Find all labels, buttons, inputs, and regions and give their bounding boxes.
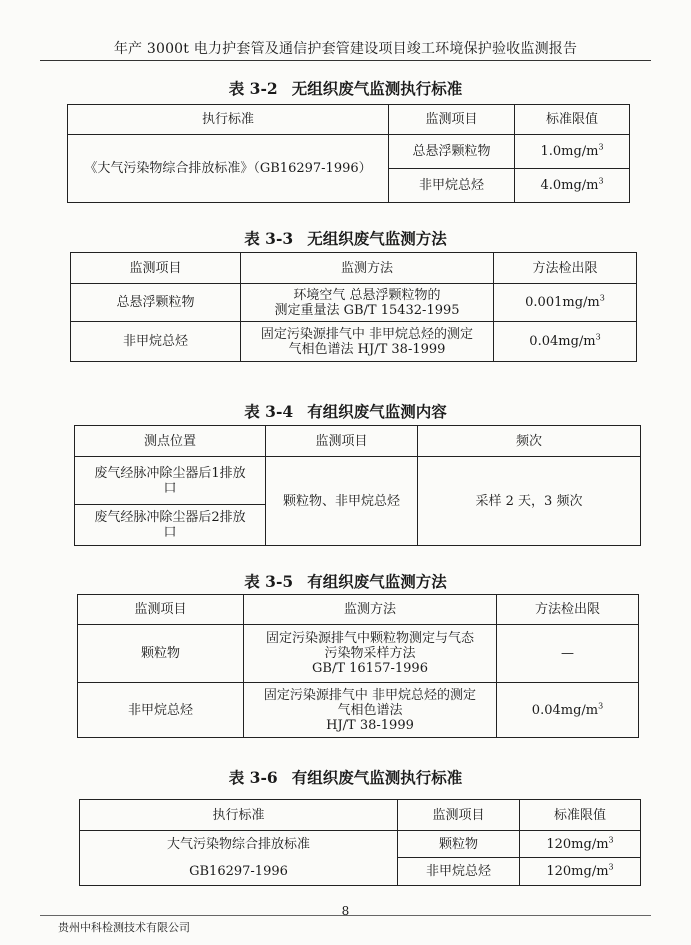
table-3-3-row2-limit: $0.04mg/m^3$ bbox=[494, 322, 637, 362]
table-3-6-row2-limit: $120mg/m^3$ bbox=[520, 858, 641, 886]
table-3-3 bbox=[70, 252, 637, 362]
table-3-4-row2-location: 废气经脉冲除尘器后2排放 口 bbox=[75, 505, 266, 546]
header-rule bbox=[40, 60, 651, 61]
table-3-4-number: 表 3-4 bbox=[244, 402, 294, 421]
footer-rule bbox=[40, 915, 651, 916]
table-3-4-header-frequency: 频次 bbox=[418, 426, 641, 457]
table-3-4-header-item: 监测项目 bbox=[266, 426, 418, 457]
table-3-5-row1-method: 固定污染源排气中颗粒物测定与气态 污染物采样方法 GB/T 16157-1996 bbox=[244, 625, 497, 683]
table-3-6-header-limit: 标准限值 bbox=[520, 800, 641, 831]
table-3-4-row1-location: 废气经脉冲除尘器后1排放 口 bbox=[75, 457, 266, 505]
table-3-2-header-limit: 标准限值 bbox=[515, 105, 630, 135]
table-3-3-number: 表 3-3 bbox=[244, 229, 294, 248]
table-3-3-row2-method: 固定污染源排气中 非甲烷总烃的测定 气相色谱法 HJ/T 38-1999 bbox=[241, 322, 494, 362]
page-header: 年产 3000t 电力护套管及通信护套管建设项目竣工环境保护验收监测报告 bbox=[113, 41, 578, 57]
table-3-2-title: 无组织废气监测执行标准 bbox=[291, 79, 463, 98]
table-3-3-row1-item: 总悬浮颗粒物 bbox=[71, 284, 241, 322]
table-3-3-row1-method: 环境空气 总悬浮颗粒物的 测定重量法 GB/T 15432-1995 bbox=[241, 284, 494, 322]
page-number: 8 bbox=[341, 904, 350, 918]
table-3-4-items: 颗粒物、非甲烷总烃 bbox=[266, 457, 418, 546]
table-3-5-row2-limit: $0.04mg/m^3$ bbox=[497, 683, 639, 738]
table-3-6-row1-limit: $120mg/m^3$ bbox=[520, 831, 641, 858]
table-3-4-caption bbox=[0, 400, 691, 422]
table-3-6-header-standard: 执行标准 bbox=[80, 800, 398, 831]
table-3-2-caption bbox=[0, 77, 691, 99]
table-3-4-frequency: 采样 2 天，3 频次 bbox=[418, 457, 641, 546]
table-3-3-row1-limit: $0.001mg/m^3$ bbox=[494, 284, 637, 322]
table-3-2 bbox=[67, 104, 630, 203]
table-3-5-title: 有组织废气监测方法 bbox=[307, 572, 447, 591]
table-3-3-header-method: 监测方法 bbox=[241, 253, 494, 284]
table-3-2-row1-limit: $1.0mg/m^3$ bbox=[515, 135, 630, 169]
table-3-6 bbox=[79, 799, 641, 886]
table-3-2-number: 表 3-2 bbox=[228, 79, 278, 98]
table-3-5-row1-item: 颗粒物 bbox=[78, 625, 244, 683]
table-3-5-header-item: 监测项目 bbox=[78, 595, 244, 625]
table-3-4-header-location: 测点位置 bbox=[75, 426, 266, 457]
table-3-2-row2-limit: $4.0mg/m^3$ bbox=[515, 169, 630, 203]
table-3-6-standard-cell: 大气污染物综合排放标准 GB16297-1996 bbox=[80, 831, 398, 886]
table-3-3-title: 无组织废气监测方法 bbox=[307, 229, 447, 248]
company-name: 贵州中科检测技术有限公司 bbox=[58, 921, 190, 934]
table-3-6-caption bbox=[0, 766, 691, 788]
table-3-2-standard-cell: 《大气污染物综合排放标准》（GB16297-1996） bbox=[68, 135, 389, 203]
table-3-5 bbox=[77, 594, 639, 738]
table-3-5-header-limit: 方法检出限 bbox=[497, 595, 639, 625]
table-3-5-row2-method: 固定污染源排气中 非甲烷总烃的测定 气相色谱法 HJ/T 38-1999 bbox=[244, 683, 497, 738]
table-3-3-caption bbox=[0, 227, 691, 249]
table-3-4-title: 有组织废气监测内容 bbox=[307, 402, 447, 421]
table-3-5-number: 表 3-5 bbox=[244, 572, 294, 591]
table-3-2-row1-item: 总悬浮颗粒物 bbox=[389, 135, 515, 169]
table-3-5-caption bbox=[0, 570, 691, 592]
table-3-5-row2-item: 非甲烷总烃 bbox=[78, 683, 244, 738]
table-3-5-row1-limit: — bbox=[497, 625, 639, 683]
table-3-2-row2-item: 非甲烷总烃 bbox=[389, 169, 515, 203]
table-3-6-title: 有组织废气监测执行标准 bbox=[291, 768, 463, 787]
table-3-2-header-standard: 执行标准 bbox=[68, 105, 389, 135]
table-3-5-header-method: 监测方法 bbox=[244, 595, 497, 625]
table-3-6-header-item: 监测项目 bbox=[398, 800, 520, 831]
table-3-4 bbox=[74, 425, 641, 546]
table-3-3-header-limit: 方法检出限 bbox=[494, 253, 637, 284]
table-3-3-header-item: 监测项目 bbox=[71, 253, 241, 284]
table-3-3-row2-item: 非甲烷总烃 bbox=[71, 322, 241, 362]
table-3-6-number: 表 3-6 bbox=[228, 768, 278, 787]
table-3-2-header-item: 监测项目 bbox=[389, 105, 515, 135]
table-3-6-row2-item: 非甲烷总烃 bbox=[398, 858, 520, 886]
table-3-6-row1-item: 颗粒物 bbox=[398, 831, 520, 858]
